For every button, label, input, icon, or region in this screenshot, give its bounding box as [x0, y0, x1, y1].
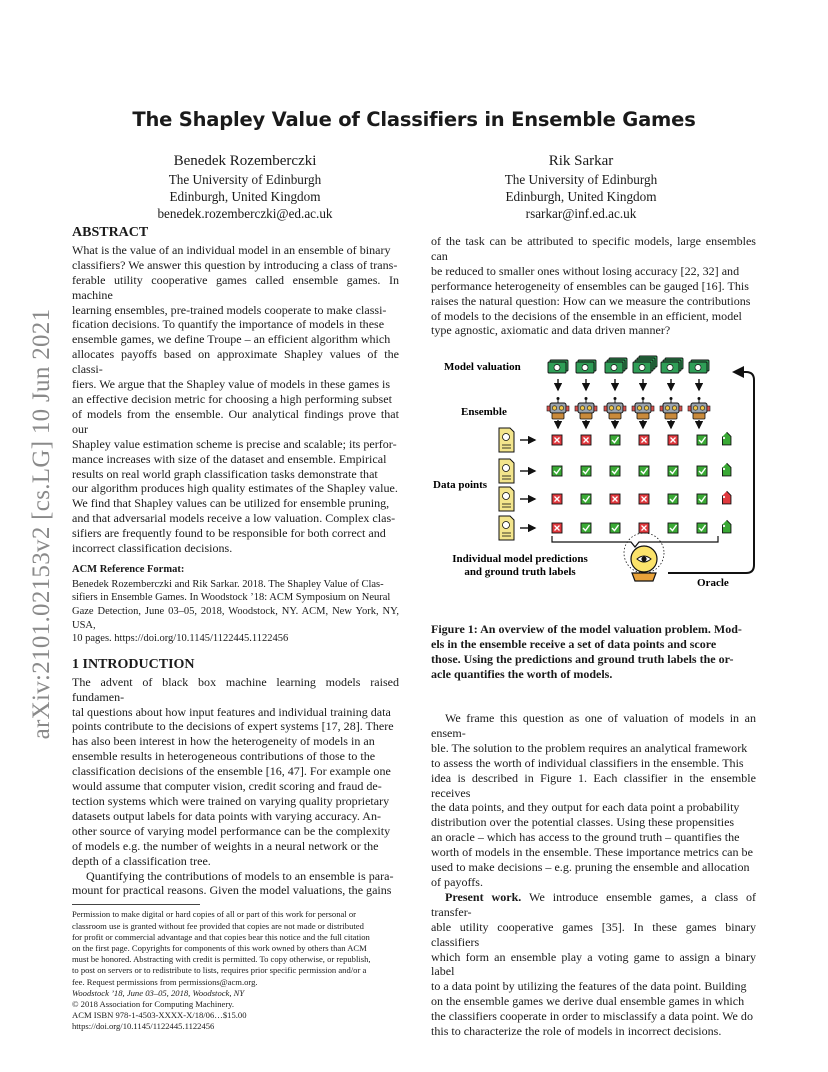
body-line: this to characterize the role of models in incorrect decisions. — [431, 1024, 722, 1039]
caption-line: Figure 1: An overview of the model valuation problem. Mod- — [431, 622, 742, 636]
intro-line: datasets output labels for data points with varying accuracy. An- — [72, 808, 382, 823]
abstract-line: fication decisions. To quantify the importance of models in these — [72, 317, 385, 332]
check-box-icon — [581, 466, 591, 476]
cross-box-icon — [552, 523, 562, 533]
check-box-icon — [552, 466, 562, 476]
abstract-line: sifiers are frequently found to be responsible for both correct and — [72, 526, 386, 541]
right-column-top — [431, 234, 756, 338]
author-name: Rik Sarkar — [548, 153, 614, 169]
footnote-line: to post on servers or to redistribute to lists, requires prior specific permission and/or a — [72, 965, 367, 976]
cross-box-icon — [610, 494, 620, 504]
author-affiliation: The University of Edinburgh — [504, 172, 658, 187]
intro-line: ensemble results in heterogeneous contributions of those to the — [72, 749, 376, 764]
money-stack-icon — [689, 360, 709, 373]
cross-box-icon — [639, 494, 649, 504]
body-line: the data points, and they output for each data point a probability — [431, 800, 740, 815]
feedback-arrow — [668, 372, 754, 573]
check-box-icon — [610, 523, 620, 533]
document-icon — [499, 516, 514, 540]
footnote-line: for profit or commercial advantage and that copies bear this notice and the full citation — [72, 931, 370, 942]
author-email: benedek.rozemberczki@ed.ac.uk — [157, 206, 333, 221]
check-box-icon — [697, 523, 707, 533]
check-box-icon — [610, 435, 620, 445]
money-stack-icon — [661, 358, 683, 373]
arxiv-id: arXiv:2101.02153v2 [cs.LG] 10 Jun 2021 — [28, 308, 55, 740]
body-line: able utility cooperative games [35]. In these games binary classifiers — [431, 919, 756, 949]
abstract-line: We find that Shapley values can be utilized for ensemble pruning, — [72, 496, 390, 511]
acm-reference-line: Benedek Rozemberczki and Rik Sarkar. 2018. The Shapley Value of Clas- — [72, 578, 384, 590]
body-line: to assess the worth of individual classifiers in the ensemble. This — [431, 755, 744, 770]
tag-icon — [718, 463, 735, 480]
acm-reference — [72, 563, 399, 646]
body-line: performance heterogeneity of ensembles can be gauged [16]. This — [431, 278, 749, 293]
footnote-line: fee. Request permissions from permissions@acm.org. — [72, 976, 258, 987]
footnote-line: on the first page. Copyrights for components of this work owned by others than ACM — [72, 942, 367, 953]
intro-line: classification decisions of the ensemble [16, 47]. For example one — [72, 764, 391, 779]
body-line: on the ensemble games we derive dual ensemble games in which — [431, 994, 745, 1009]
tag-icon — [718, 432, 735, 449]
footnote-line: Permission to make digital or hard copies of all or part of this work for personal or — [72, 909, 357, 920]
caption-line: those. Using the predictions and ground truth labels the or- — [431, 651, 734, 666]
body-line: to a data point by utilizing the features of the data point. Building — [431, 979, 747, 994]
author-email: rsarkar@inf.ed.ac.uk — [525, 206, 637, 221]
body-line: an oracle – which has access to the ground truth – quantifies the — [431, 830, 740, 845]
body-line: type agnostic, axiomatic and data driven manner? — [431, 323, 671, 338]
intro-line: The advent of black box machine learning models raised fundamen- — [72, 674, 399, 704]
data-point-column — [499, 428, 535, 540]
left-column — [72, 226, 399, 1033]
intro-line: would assume that computer vision, credit scoring and fraud de- — [72, 779, 382, 794]
footnote-rule — [72, 904, 200, 905]
ensemble-label: Ensemble — [461, 406, 507, 418]
footnote-line: classroom use is granted without fee provided that copies are not made or distributed — [72, 920, 364, 931]
abstract-line: and that adversarial models receive a low valuation. Complex clas- — [72, 511, 396, 526]
abstract-line: ensemble games, we define Troupe – an efficient algorithm which — [72, 332, 391, 347]
robot-icon — [660, 397, 682, 419]
check-box-icon — [581, 523, 591, 533]
check-box-icon — [610, 466, 620, 476]
caption-line: acle quantifies the worth of models. — [431, 666, 613, 681]
prediction-grid — [552, 432, 735, 537]
body-line: distribution over the potential classes. Using these propensities — [431, 815, 735, 830]
check-box-icon — [697, 435, 707, 445]
cross-box-icon — [639, 523, 649, 533]
money-stack-icon — [548, 360, 568, 373]
crystal-ball-icon — [624, 533, 664, 581]
abstract-line: What is the value of an individual model in an ensemble of binary — [72, 242, 391, 257]
body-line: of models to the decisions of the ensemble in an efficient, model — [431, 308, 742, 323]
body-line: be reduced to smaller ones without losing accuracy [22, 32] and — [431, 263, 740, 278]
present-work-lead: Present work. — [445, 889, 522, 904]
abstract-line: fiers. We argue that the Shapley value of models in these games is — [72, 377, 391, 392]
intro-line: mount for practical reasons. Given the model valuations, the gains — [72, 883, 392, 898]
data-points-label: Data points — [433, 479, 488, 491]
document-icon — [499, 459, 514, 483]
footnote-line: Woodstock ’18, June 03–05, 2018, Woodstock, NY — [72, 987, 245, 998]
body-line: We introduce ensemble games, a class of transfer- — [431, 889, 756, 919]
author-block-1 — [80, 152, 410, 222]
acm-reference-line: sifiers in Ensemble Games. In Woodstock ’18: ACM Symposium on Neural — [72, 592, 391, 604]
check-box-icon — [697, 466, 707, 476]
footnote-line: © 2018 Association for Computing Machinery. — [72, 998, 235, 1009]
body-line: of payoffs. — [431, 874, 483, 889]
acm-reference-line: 10 pages. https://doi.org/10.1145/1122445.1122456 — [72, 633, 289, 645]
abstract-line: incorrect classification decisions. — [72, 541, 233, 556]
check-box-icon — [639, 466, 649, 476]
abstract-line: of models from the ensemble. Our analytical findings prove that our — [72, 406, 399, 436]
intro-line: other source of varying model performance can be the complexity — [72, 823, 391, 838]
robot-icon — [604, 397, 626, 419]
tag-icon — [718, 491, 735, 508]
check-box-icon — [668, 466, 678, 476]
author-affiliation: The University of Edinburgh — [168, 172, 322, 187]
cross-box-icon — [552, 494, 562, 504]
footnote-line: https://doi.org/10.1145/1122445.1122456 — [72, 1021, 215, 1032]
body-line: worth of models in the ensemble. These importance metrics can be — [431, 845, 753, 860]
author-name: Benedek Rozemberczki — [173, 153, 317, 169]
document-icon — [499, 428, 514, 452]
abstract-line: ferable utility cooperative games called ensemble games. In machine — [72, 272, 399, 302]
abstract-heading: ABSTRACT — [72, 225, 149, 240]
figure-caption — [431, 622, 756, 682]
check-box-icon — [668, 494, 678, 504]
check-box-icon — [697, 494, 707, 504]
author-location: Edinburgh, United Kingdom — [169, 189, 321, 204]
right-column-body — [431, 711, 756, 1039]
cross-box-icon — [639, 435, 649, 445]
intro-line: depth of a classification tree. — [72, 853, 211, 868]
cross-box-icon — [668, 435, 678, 445]
predictions-label-1: Individual model predictions — [452, 553, 588, 565]
intro-line: tal questions about how input features and individual training data — [72, 704, 391, 719]
acm-reference-heading: ACM Reference Format: — [72, 563, 185, 575]
footnote-line: ACM ISBN 978-1-4503-XXXX-X/18/06…$15.00 — [72, 1010, 247, 1021]
body-line: of the task can be attributed to specific models, large ensembles can — [431, 234, 756, 263]
body-line: ble. The solution to the problem requires an analytical framework — [431, 740, 748, 755]
abstract-line: learning ensembles, pre-trained models cooperate to make classi- — [72, 302, 387, 317]
caption-line: els in the ensemble receive a set of data points and score — [431, 636, 717, 651]
body-line: used to make decisions – e.g. pruning the ensemble and allocation — [431, 860, 750, 875]
abstract-line: results on real world graph classification tasks demonstrate that — [72, 466, 378, 481]
body-line: which form an ensemble play a voting game to assign a binary label — [431, 949, 756, 979]
footnote — [72, 909, 399, 1032]
model-valuation-label: Model valuation — [444, 361, 521, 373]
check-box-icon — [668, 523, 678, 533]
abstract-line: an effective decision metric for choosing a high performing subset — [72, 391, 392, 406]
author-block-2 — [416, 152, 746, 222]
abstract-line: Shapley value estimation scheme is precise and scalable; its perfor- — [72, 436, 397, 451]
acm-reference-line: Gaze Detection, June 03–05, 2018, Woodstock, NY. ACM, New York, NY, USA, — [72, 606, 399, 631]
robot-icon — [575, 397, 597, 419]
document-icon — [499, 487, 514, 511]
abstract-body — [72, 243, 399, 556]
abstract-line: mance increases with size of the dataset and ensemble. Empirical — [72, 451, 387, 466]
robot-row — [547, 397, 710, 428]
author-location: Edinburgh, United Kingdom — [505, 189, 657, 204]
body-line: We frame this question as one of valuation of models in an ensem- — [431, 711, 756, 740]
intro-line: Quantifying the contributions of models to an ensemble is para- — [86, 868, 394, 883]
robot-icon — [547, 397, 569, 419]
intro-line: has also been interest in how the heterogeneity of models in an — [72, 734, 375, 749]
robot-icon — [632, 397, 654, 419]
abstract-line: classifiers? We answer this question by introducing a class of trans- — [72, 257, 398, 272]
abstract-line: allocates payoffs based on approximate Shapley values of the classi- — [72, 347, 399, 377]
body-line: idea is described in Figure 1. Each classifier in the ensemble receives — [431, 770, 756, 800]
bracket — [552, 536, 718, 547]
paper-title: The Shapley Value of Classifiers in Ensemble Games — [132, 108, 696, 131]
oracle-label: Oracle — [697, 577, 729, 589]
introduction-body — [72, 675, 399, 899]
introduction-heading: 1 INTRODUCTION — [72, 656, 195, 672]
intro-line: of models e.g. the number of weights in a neural network or the — [72, 838, 379, 853]
arxiv-sidebar — [22, 289, 62, 759]
figure-1-diagram — [428, 350, 758, 602]
tag-icon — [718, 520, 735, 537]
cross-box-icon — [581, 435, 591, 445]
intro-line: tection systems which were trained on varying quality proprietary — [72, 793, 390, 808]
predictions-label-2: and ground truth labels — [464, 566, 576, 578]
abstract-line: our algorithm produces high quality estimates of the Shapley value. — [72, 481, 398, 496]
body-line: the classifiers cooperate in order to misclassify a data point. We do — [431, 1009, 753, 1024]
check-box-icon — [581, 494, 591, 504]
money-stack-icon — [633, 356, 657, 373]
body-line: raises the natural question: How can we measure the contributions — [431, 293, 751, 308]
footnote-line: must be honored. Abstracting with credit is permitted. To copy otherwise, or republish, — [72, 954, 371, 965]
money-row — [548, 356, 709, 390]
money-stack-icon — [605, 358, 627, 373]
cross-box-icon — [552, 435, 562, 445]
money-stack-icon — [576, 360, 596, 373]
intro-line: points contribute to the decisions of expert systems [17, 28]. There — [72, 719, 394, 734]
robot-icon — [688, 397, 710, 419]
